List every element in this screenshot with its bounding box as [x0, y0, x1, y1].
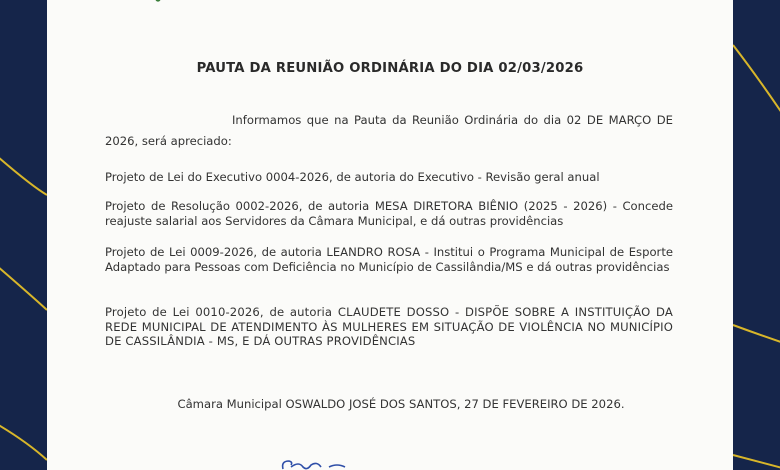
intro-paragraph: Informamos que na Pauta da Reunião Ordinária do dia 02 DE MARÇO DE 2026, será apreciado: [105, 113, 673, 148]
agenda-item: Projeto de Lei 0010-2026, de autoria CLAUDETE DOSSO - DISPÕE SOBRE A INSTITUIÇÃO DA REDE MUNICIPAL DE ATENDIMENTO ÀS MULHERES EM SITUAÇÃO DE VIOLÊNCIA NO MUNICÍPIO DE CASSILÂNDIA - MS, E DÁ OUTRAS PROVIDÊNCIAS [105, 305, 673, 348]
document-page [47, 0, 733, 470]
municipal-seal-icon [122, 0, 194, 6]
signature-icon [279, 455, 399, 470]
agenda-item: Projeto de Lei do Executivo 0004-2026, de autoria do Executivo - Revisão geral anual [105, 170, 600, 184]
agenda-item: Projeto de Resolução 0002-2026, de autoria MESA DIRETORA BIÊNIO (2025 - 2026) - Concede reajuste salarial aos Servidores da Câmara Municipal, e dá outras providências [105, 199, 673, 228]
closing-line: Câmara Municipal OSWALDO JOSÉ DOS SANTOS, 27 DE FEVEREIRO DE 2026. [177, 397, 625, 411]
letterhead [47, 0, 733, 20]
document-title: PAUTA DA REUNIÃO ORDINÁRIA DO DIA 02/03/2026 [196, 61, 584, 76]
agenda-item: Projeto de Lei 0009-2026, de autoria LEANDRO ROSA - Institui o Programa Municipal de Esporte Adaptado para Pessoas com Deficiência no Município de Cassilândia/MS e dá outras providências [105, 245, 673, 274]
